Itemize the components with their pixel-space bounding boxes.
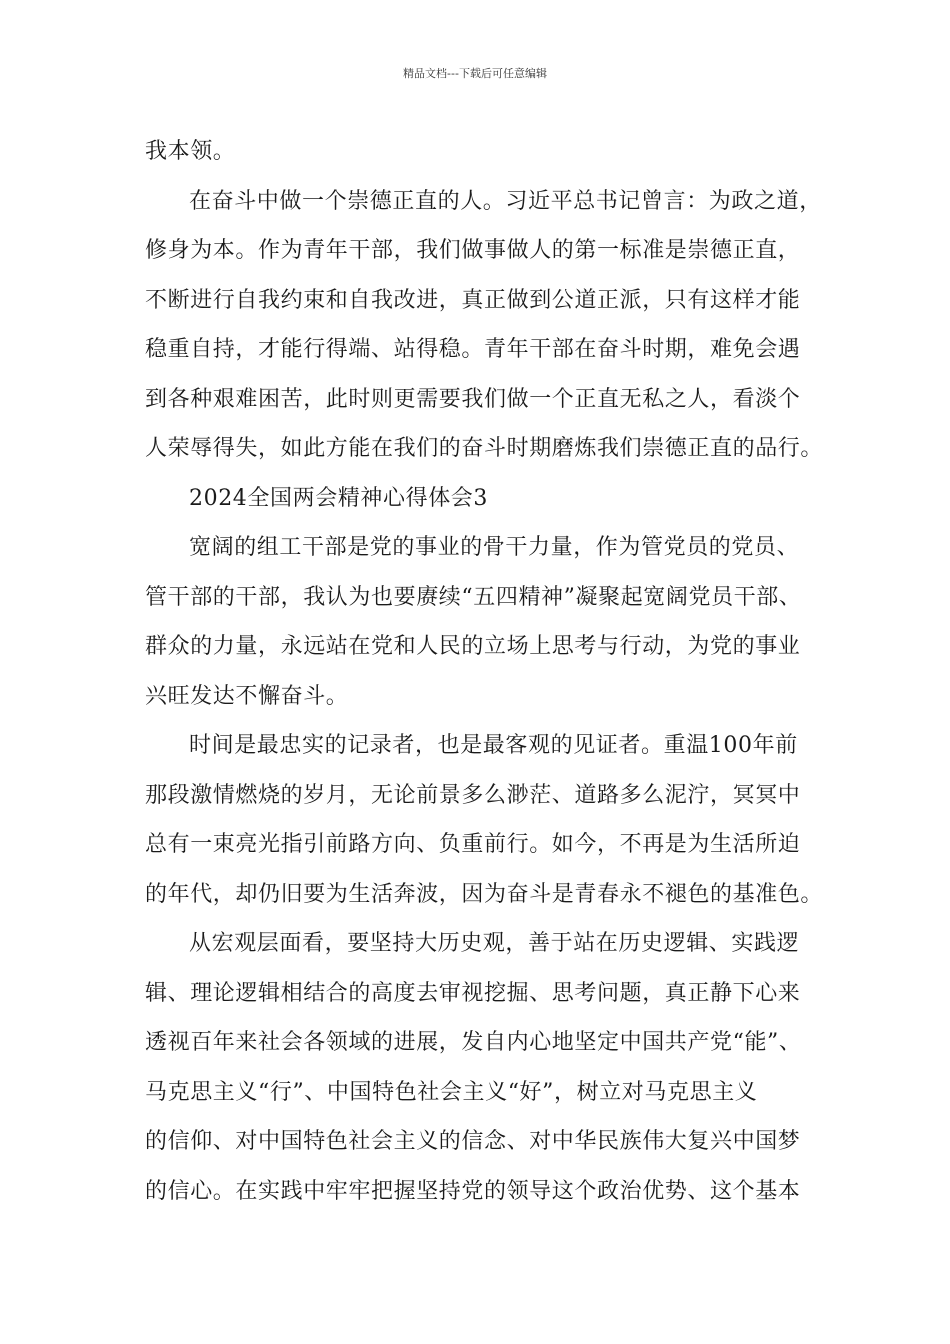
text-line: 的年代，却仍旧要为生活奔波，因为奋斗是青春永不褪色的基准色。 (145, 881, 824, 907)
text-line: 透视百年来社会各领域的进展，发自内心地坚定中国共产党“能”、 (145, 1030, 802, 1055)
text-line: 总有一束亮光指引前路方向、负重前行。如今，不再是为生活所迫 (145, 832, 801, 857)
text-line: 马克思主义“行”、中国特色社会主义“好”，树立对马克思主义 (145, 1079, 758, 1105)
text-line: 的信仰、对中国特色社会主义的信念、对中华民族伟大复兴中国梦 (145, 1129, 801, 1154)
text-line: 那段激情燃烧的岁月，无论前景多么渺茫、道路多么泥泞，冥冥中 (145, 782, 801, 808)
paragraph-first-line: 在奋斗中做一个崇德正直的人。习近平总书记曾言：为政之道， (189, 188, 822, 214)
text-line: 辑、理论逻辑相结合的高度去审视挖掘、思考问题，真正静下心来 (145, 980, 801, 1006)
paragraph-first-line: 宽阔的组工干部是党的事业的骨干力量，作为管党员的党员、 (189, 535, 800, 560)
text-line: 不断进行自我约束和自我改进，真正做到公道正派，只有这样才能 (145, 287, 801, 313)
section-heading: 2024全国两会精神心得体会3 (189, 485, 488, 511)
text-line: 我本领。 (145, 139, 236, 164)
text-line: 群众的力量，永远站在党和人民的立场上思考与行动，为党的事业 (145, 634, 801, 659)
text-line: 到各种艰难困苦，此时则更需要我们做一个正直无私之人，看淡个 (145, 386, 801, 412)
text-line: 管干部的干部，我认为也要赓续“五四精神”凝聚起宽阔党员干部、 (145, 584, 802, 610)
paragraph-first-line: 从宏观层面看，要坚持大历史观，善于站在历史逻辑、实践逻 (189, 931, 800, 956)
text-line: 人荣辱得失，如此方能在我们的奋斗时期磨炼我们崇德正直的品行。 (145, 436, 824, 461)
text-line: 修身为本。作为青年干部，我们做事做人的第一标准是崇德正直， (145, 238, 801, 263)
paragraph-first-line: 时间是最忠实的记录者，也是最客观的见证者。重温100年前 (189, 733, 798, 758)
text-line: 兴旺发达不懈奋斗。 (145, 683, 349, 709)
text-line: 稳重自持，才能行得端、站得稳。青年干部在奋斗时期，难免会遇 (145, 337, 801, 362)
page-header: 精品文档---下载后可任意编辑 (403, 67, 547, 80)
text-line: 的信心。在实践中牢牢把握坚持党的领导这个政治优势、这个基本 (145, 1178, 801, 1204)
document-body (145, 132, 824, 1221)
